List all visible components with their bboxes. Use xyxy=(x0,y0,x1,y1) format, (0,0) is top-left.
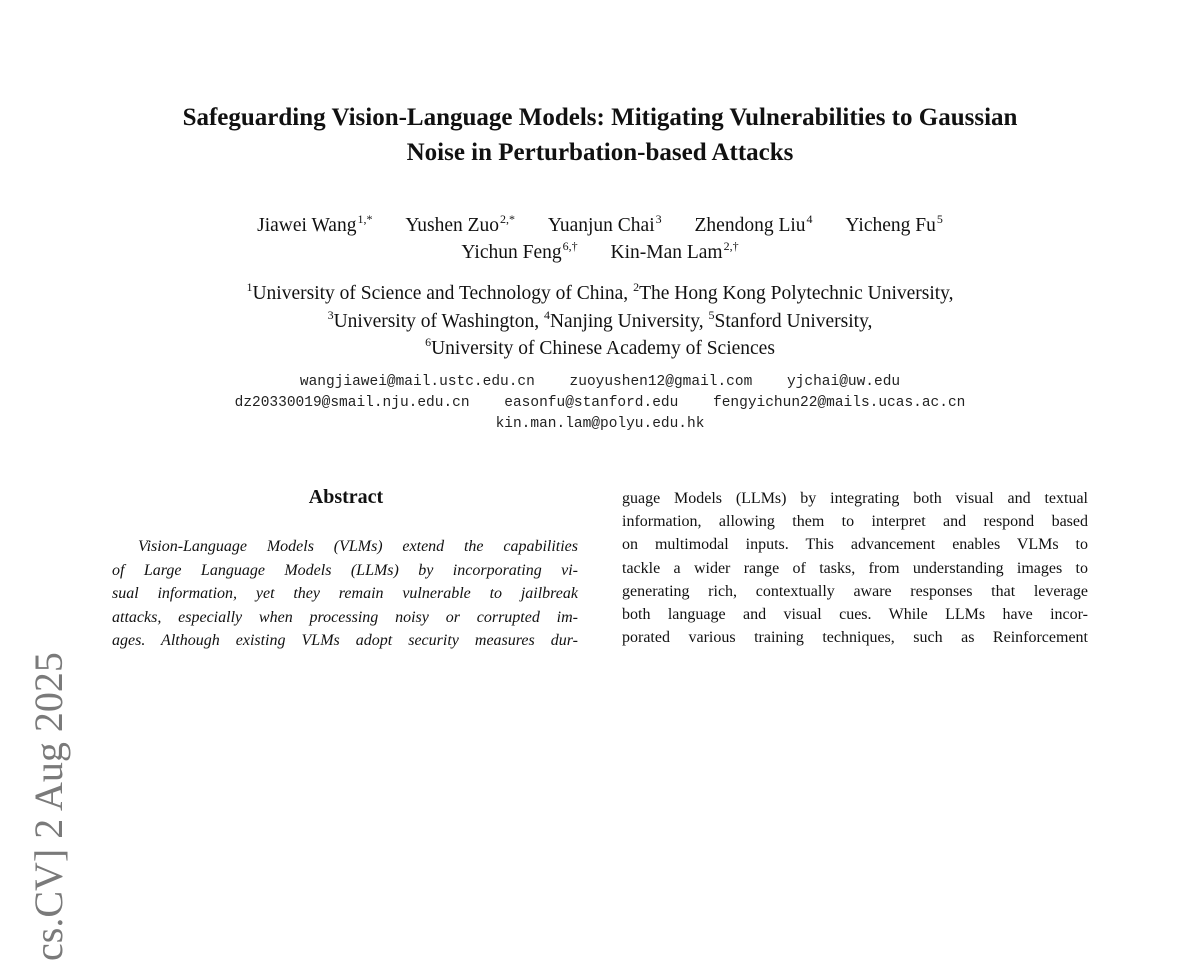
email-address[interactable]: kin.man.lam@polyu.edu.hk xyxy=(495,416,705,432)
author-row-2 xyxy=(0,239,1200,266)
abstract-line: ages. Although existing VLMs adopt security measures dur- xyxy=(112,632,578,649)
affiliation: $^1$University of Science and Technology of China, xyxy=(246,280,634,304)
affiliation: $^3$University of Washington, xyxy=(327,307,544,332)
author: Zhendong Liu$^4$ xyxy=(694,212,813,236)
affiliation-list xyxy=(0,280,1200,363)
body-line: tackle a wider range of tasks, from understanding images to xyxy=(622,559,1088,577)
affiliation-row-3 xyxy=(0,335,1200,363)
abstract-line: sual information, yet they remain vulnerable to jailbreak xyxy=(112,585,578,602)
body-line: both language and visual cues. While LLMs have incor- xyxy=(622,606,1088,624)
abstract-heading: Abstract xyxy=(308,486,384,508)
abstract-body xyxy=(112,535,578,653)
affiliation-row-1 xyxy=(0,280,1200,308)
email-address[interactable]: wangjiawei@mail.ustc.edu.cn xyxy=(299,374,535,390)
abstract-line: of Large Language Models (LLMs) by incorporating vi- xyxy=(112,561,578,579)
email-address[interactable]: yjchai@uw.edu xyxy=(786,374,901,390)
abstract-line: attacks, especially when processing noisy or corrupted im- xyxy=(112,608,578,626)
arxiv-stamp-text: cs.CV] 2 Aug 2025 xyxy=(26,652,71,961)
author: Yicheng Fu$^5$ xyxy=(845,212,943,236)
body-line: generating rich, contextually aware responses that leverage xyxy=(622,582,1088,600)
introduction-body xyxy=(622,487,1088,649)
body-line: porated various training techniques, such as Reinforcement xyxy=(622,629,1088,647)
email-address[interactable]: fengyichun22@mails.ucas.ac.cn xyxy=(713,395,966,411)
email-address[interactable]: dz20330019@smail.nju.edu.cn xyxy=(234,395,470,411)
email-row-2 xyxy=(0,393,1200,414)
body-line: information, allowing them to interpret and respond based xyxy=(622,513,1088,531)
author-row-1 xyxy=(0,212,1200,239)
affiliation-row-2 xyxy=(0,308,1200,336)
author: Jiawei Wang$^{1,*}$ xyxy=(257,212,373,236)
email-list xyxy=(0,372,1200,435)
author-list xyxy=(0,212,1200,266)
affiliation: $^2$The Hong Kong Polytechnic University, xyxy=(633,280,954,304)
email-row-3 xyxy=(0,414,1200,435)
author: Yichun Feng$^{6,\dagger}$ xyxy=(461,239,578,263)
arxiv-identifier-stamp xyxy=(20,335,78,961)
affiliation: $^6$University of Chinese Academy of Sciences xyxy=(425,335,775,359)
body-line: guage Models (LLMs) by integrating both visual and textual xyxy=(622,490,1088,507)
title-line-1: Safeguarding Vision-Language Models: Mitigating Vulnerabilities to Gaussian xyxy=(182,104,1018,131)
author: Yushen Zuo$^{2,*}$ xyxy=(405,212,516,236)
abstract-line: Vision-Language Models (VLMs) extend the capabilities xyxy=(138,538,578,555)
email-row-1 xyxy=(0,372,1200,393)
affiliation: $^5$Stanford University, xyxy=(708,307,873,332)
title-line-2: Noise in Perturbation-based Attacks xyxy=(406,139,794,166)
author: Kin-Man Lam$^{2,\dagger}$ xyxy=(610,239,739,263)
paper-title xyxy=(0,100,1200,170)
email-address[interactable]: zuoyushen12@gmail.com xyxy=(569,374,753,390)
body-line: on multimodal inputs. This advancement enables VLMs to xyxy=(622,536,1088,554)
affiliation: $^4$Nanjing University, xyxy=(543,307,709,332)
email-address[interactable]: easonfu@stanford.edu xyxy=(504,395,679,411)
author: Yuanjun Chai$^3$ xyxy=(547,212,662,236)
